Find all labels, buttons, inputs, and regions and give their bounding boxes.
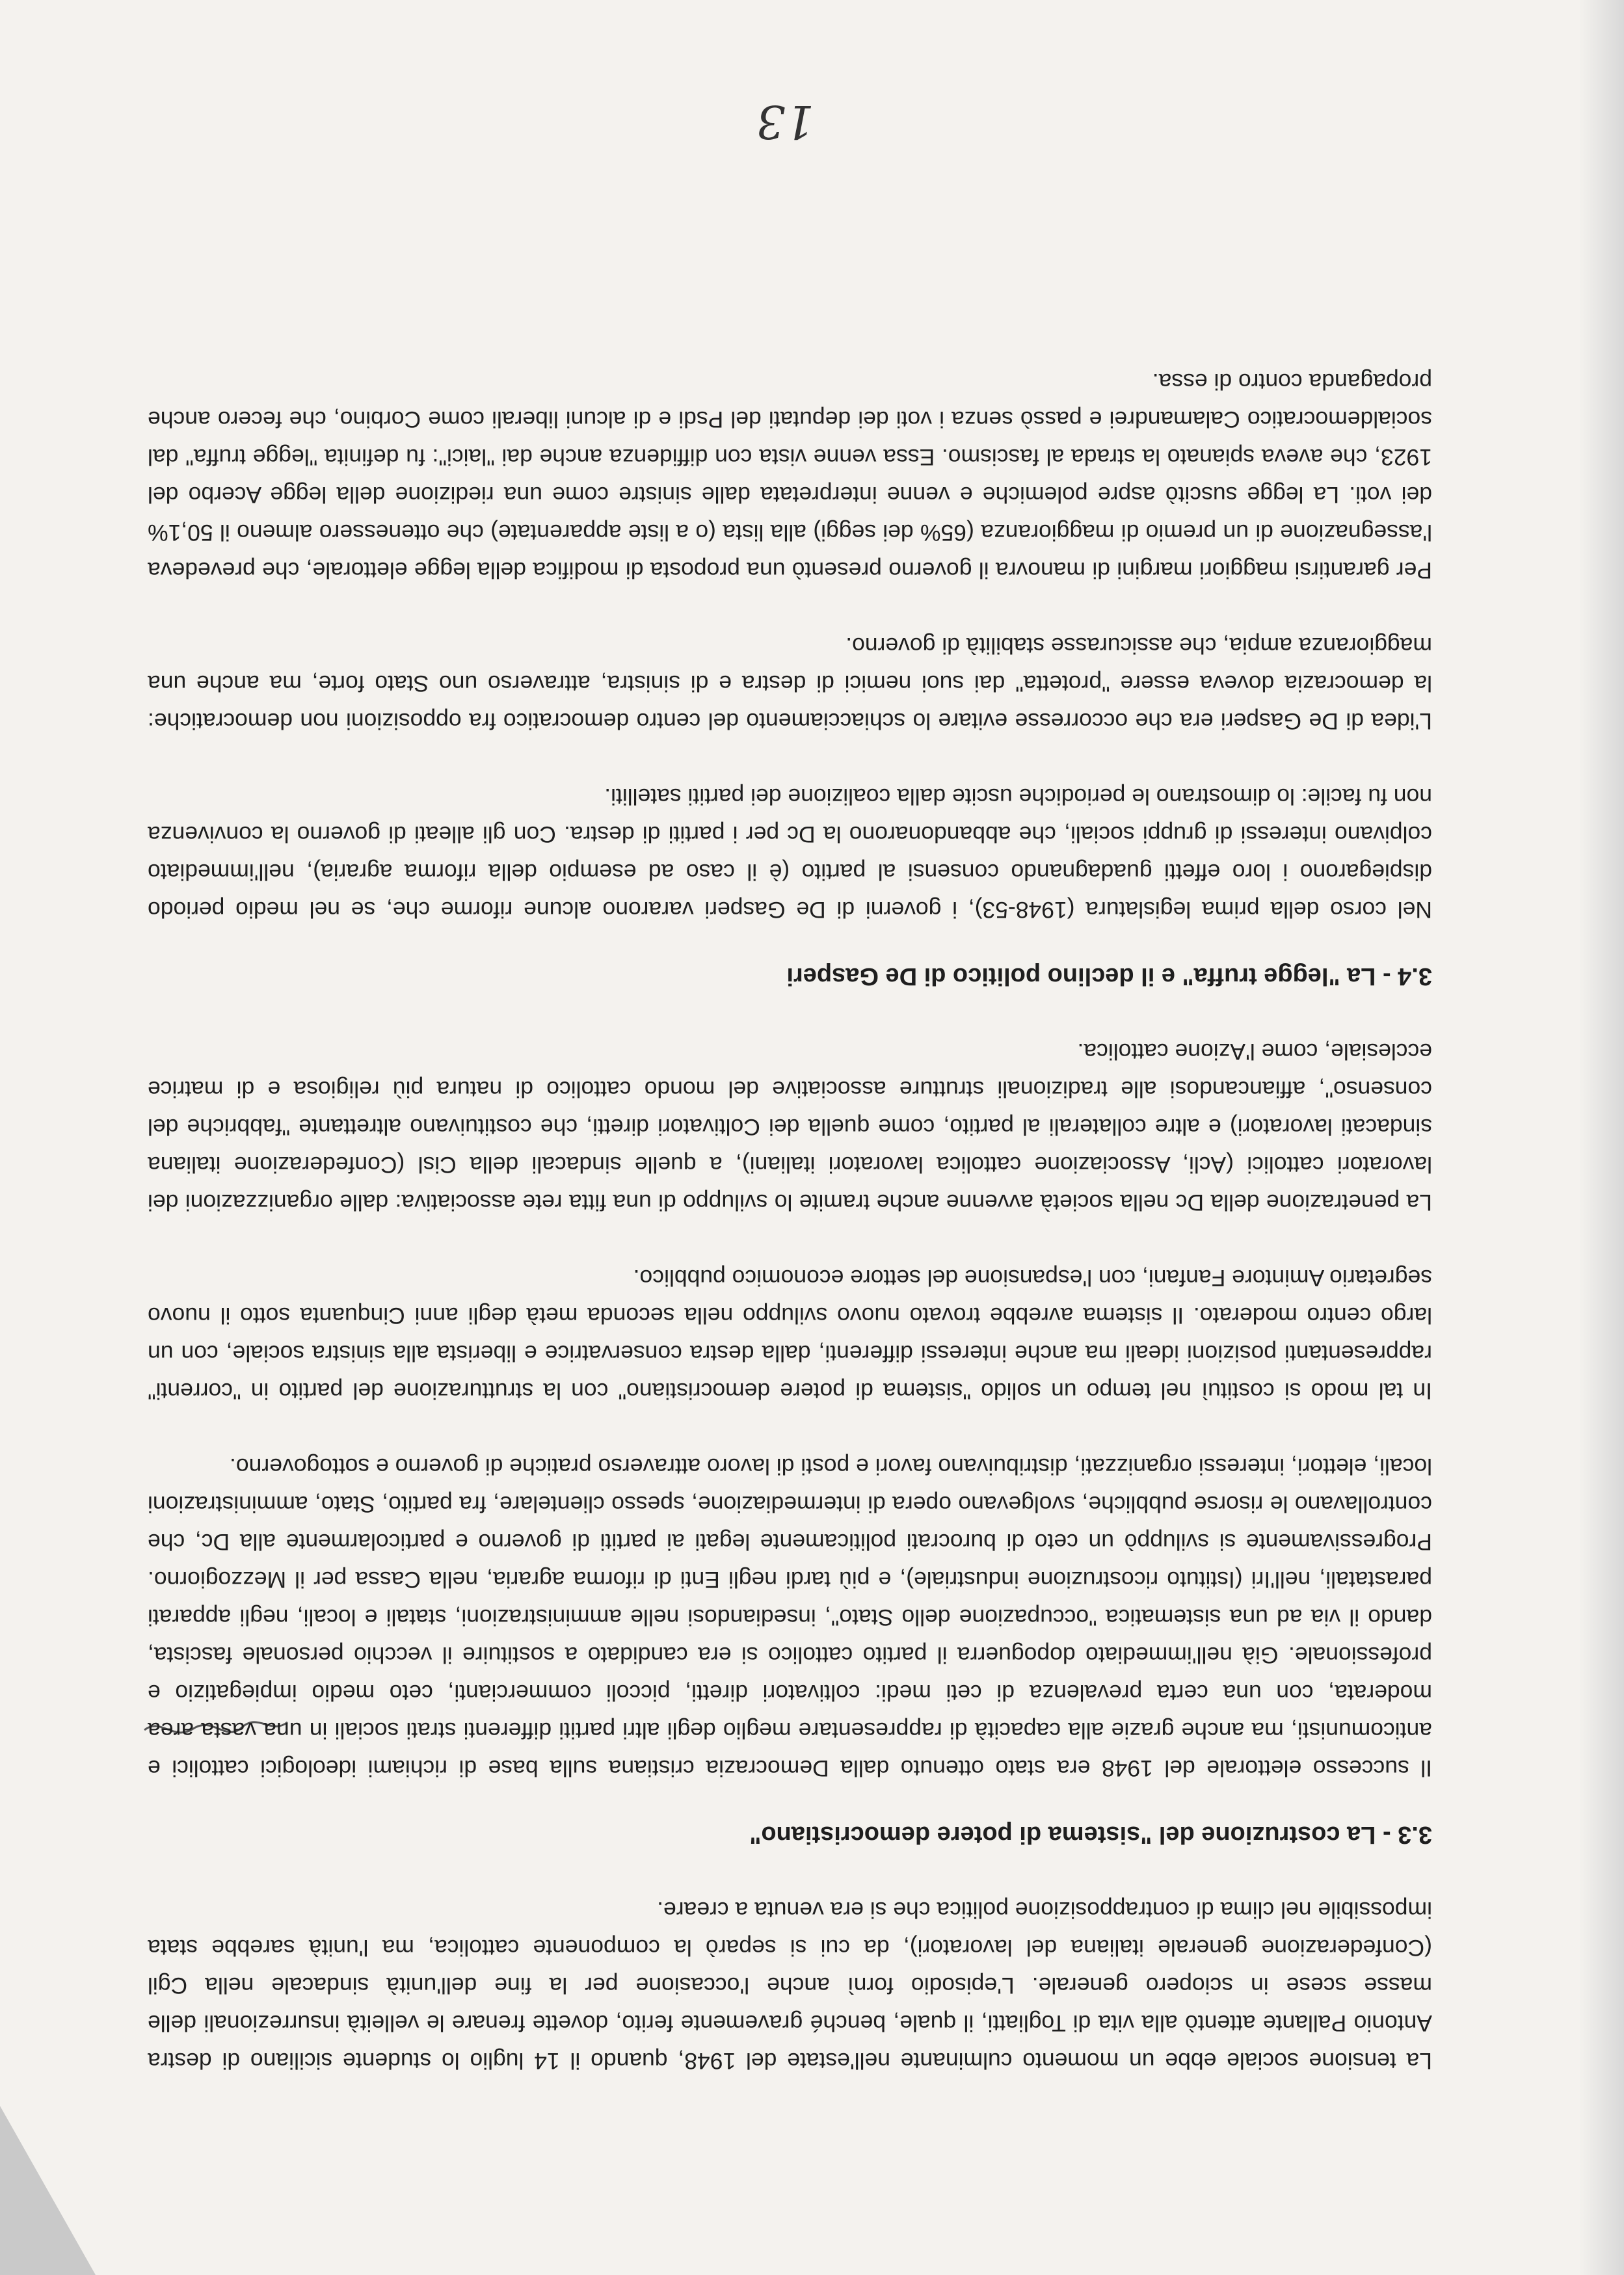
handwritten-page-number: 13 [756,95,814,148]
folded-corner [0,2106,96,2275]
paragraph: La penetrazione della Dc nella società avvenne anche tramite lo sviluppo di una fitta rete associativa: dalle organizzazioni dei lavoratori cattolici (Acli, Associazione cattolica lavoratori italiani), a quelle sindacali della Cisl (Confederazione italiana sindacati lavoratori) e altre collaterali al partito, come quella dei Coltivatori diretti, che costituivano altrettante "fabbriche del consenso", affiancandosi alle tradizionali strutture associative del mondo cattolico di natura più religiosa e di matrice ecclesiale, come l'Azione cattolica. [148,1039,1432,1216]
section-heading: 3.4 - La "legge truffa" e il declino politico di De Gasperi [786,963,1432,990]
document-body [148,325,1432,2080]
scan-shadow-edge [1578,0,1624,2275]
paragraph: Per garantirsi maggiori margini di manovra il governo presentò una proposta di modifica della legge elettorale, che prevedeva l'assegnazione di un premio di maggioranza (65% dei seggi) alla lista (o a liste apparentate) che ottenessero almeno il 50,1% dei voti. La legge suscitò aspre polemiche e venne interpretata dalle sinistre come una riedizione della legge Acerbo del 1923, che aveva spianato la strada al fascismo. Essa venne vista con diffidenza anche dai "laici": fu definita "legge truffa" dal socialdemocratico Calamandrei e passò senza i voti dei deputati del Psdi e di alcuni liberali come Corbino, che fecero anche propaganda contro di essa. [148,369,1432,583]
paragraph: Nel corso della prima legislatura (1948-53), i governi di De Gasperi vararono alcune riforme che, se nel medio periodo dispiegarono i loro effetti guadagnando consensi al partito (è il caso ad esempio della riforma agraria), nell'immediato colpivano interessi di gruppi sociali, che abbandonarono la Dc per i partiti di destra. Con gli alleati di governo la convivenza non fu facile: lo dimostrano le periodiche uscite dalla coalizione dei partiti satelliti. [148,784,1432,923]
paragraph: L'idea di De Gasperi era che occorresse evitare lo schiacciamento del centro democratico fra opposizioni non democratiche: la democrazia doveva essere "protetta" dai suoi nemici di destra e di sinistra, attraverso uno Stato forte, ma anche una maggioranza ampia, che assicurasse stabilità di governo. [148,633,1432,734]
paragraph: In tal modo si costituì nel tempo un solido "sistema di potere democristiano" con la strutturazione del partito in "correnti" rappresentanti posizioni ideali ma anche interessi differenti, dalla destra conservatrice e liberista alla sinistra sociale, con un largo centro moderato. Il sistema avrebbe trovato nuovo sviluppo nella seconda metà degli anni Cinquanta sotto il nuovo segretario Amintore Fanfani, con l'espansione del settore economico pubblico. [148,1265,1432,1404]
section-heading: 3.3 - La costruzione del "sistema di potere democristiano" [749,1821,1432,1848]
paragraph: La tensione sociale ebbe un momento culminante nell'estate del 1948, quando il 14 luglio lo studente siciliano di destra Antonio Pallante attentò alla vita di Togliatti, il quale, benché gravemente ferito, dovette frenare le velleità insurrezionali delle masse scese in sciopero generale. L'episodio fornì anche l'occasione per la fine dell'unità sindacale nella Cgil (Confederazione generale italiana del lavoratori), da cui si separò la componente cattolica, ma l'unità sarebbe stata impossibile nel clima di contrapposizione politica che si era venuta a creare. [148,1897,1432,2074]
paragraph: Il successo elettorale del 1948 era stato ottenuto dalla Democrazia cristiana sulla base di richiami ideologici cattolici e anticomunisti, ma anche grazie alla capacità di rappresentare meglio degli altri partiti differenti strati sociali in una vasta area moderata, con una certa prevalenza di ceti medi: coltivatori diretti, piccoli commercianti, ceto medio impiegatizio e professionale. Già nell'immediato dopoguerra il partito cattolico si era candidato a sostituire il vecchio personale fascista, dando il via ad una sistematica "occupazione dello Stato", insediandosi nelle amministrazioni, statali e locali, negli apparati parastatali, nell'Iri (Istituto ricostruzione industriale), e più tardi negli Enti di riforma agraria, nella Cassa per il Mezzogiorno. Progressivamente si sviluppò un ceto di burocrati politicamente legati ai partiti di governo e particolarmente alla Dc, che controllavano le risorse pubbliche, svolgevano opera di intermediazione, spesso clientelare, fra partito, Stato, amministrazioni locali, elettori, interessi organizzati, distribuivano favori e posti di lavoro attraverso pratiche di governo e sottogoverno. [148,1454,1432,1781]
